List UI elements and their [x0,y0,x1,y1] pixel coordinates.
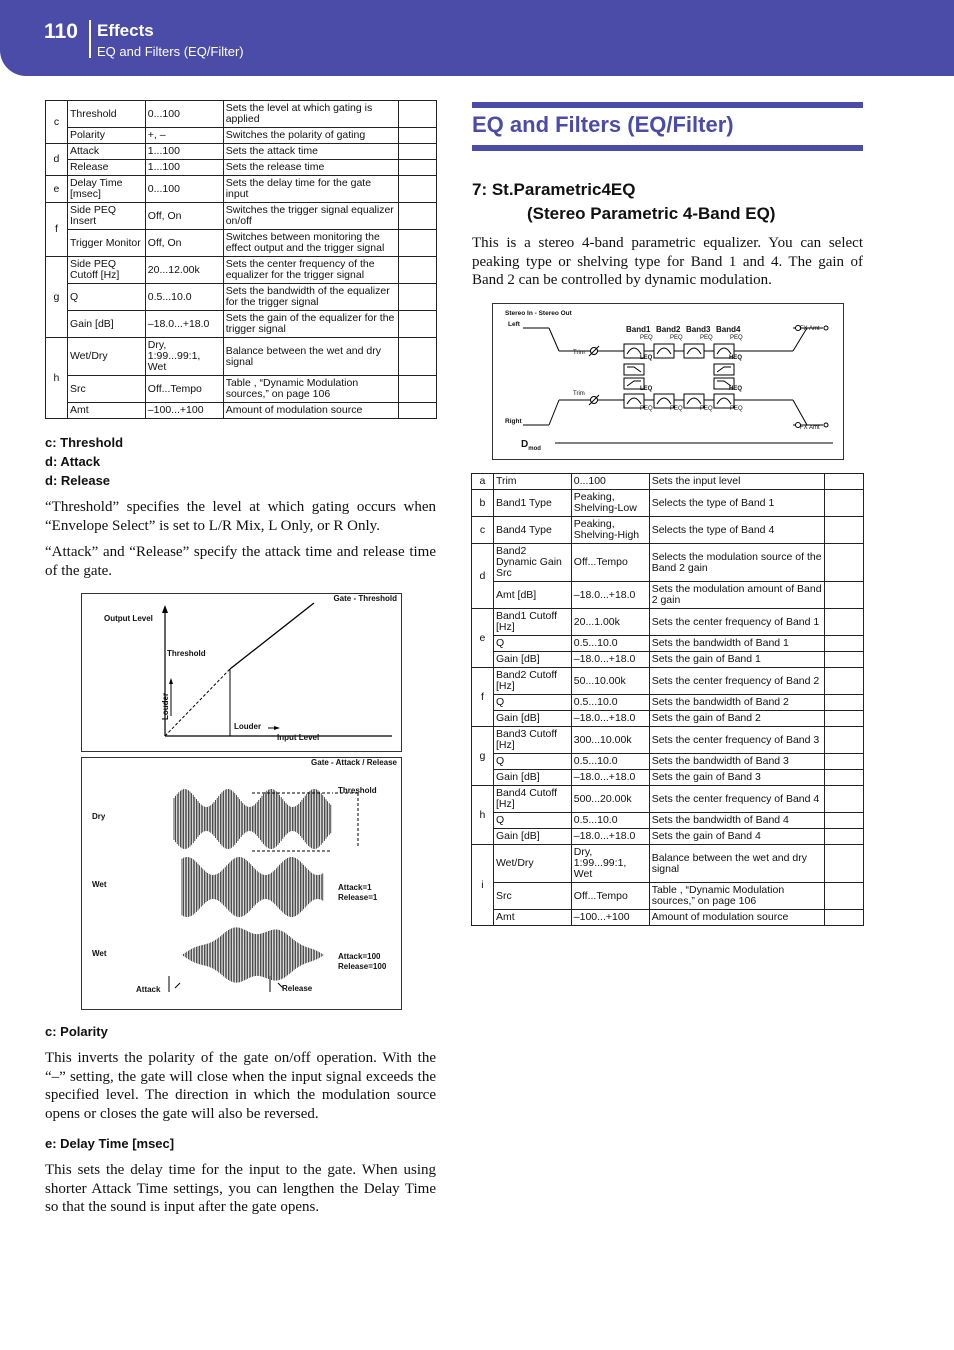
title-bar-top [472,102,863,108]
wet-label-1: Wet [92,880,107,889]
param-range: –18.0...+18.0 [571,582,649,609]
param-range: –18.0...+18.0 [571,770,649,786]
table-row [46,376,437,403]
param-mod-cell [825,845,864,883]
band2-label: Band2 [656,325,681,334]
param-group-letter: d [472,544,494,609]
param-mod-cell [825,727,864,754]
param-range: 0...100 [145,101,223,128]
table-row [472,711,864,727]
param-description: Balance between the wet and dry signal [649,845,824,883]
param-name: Release [67,160,145,176]
param-mod-cell [399,160,437,176]
param-group-letter: a [472,474,494,490]
param-name: Gain [dB] [493,829,571,845]
param-range: 20...1.00k [571,609,649,636]
table-row [472,668,864,695]
param-description: Selects the type of Band 1 [649,490,824,517]
table-row [46,160,437,176]
param-mod-cell [399,230,437,257]
param-name: Q [493,754,571,770]
param-name: Trigger Monitor [67,230,145,257]
wet-waveform-fast [174,857,331,917]
param-range: Off...Tempo [571,883,649,910]
param-range: Dry, 1:99...99:1, Wet [571,845,649,883]
table-row [472,883,864,910]
param-mod-cell [825,609,864,636]
table-row [472,695,864,711]
wet-label-2: Wet [92,949,107,958]
param-range: +, – [145,128,223,144]
param-mod-cell [825,490,864,517]
param-group-letter: c [46,101,68,144]
param-description: Switches the polarity of gating [223,128,398,144]
param-name: Wet/Dry [67,338,145,376]
subsection-title: EQ and Filters (EQ/Filter) [97,44,244,59]
param-description: Sets the release time [223,160,398,176]
param-group-letter: h [46,338,68,419]
param-range: Off...Tempo [571,544,649,582]
attack-100-label: Attack=100 [338,952,381,961]
param-description: Sets the gain of Band 3 [649,770,824,786]
param-description: Sets the gain of Band 4 [649,829,824,845]
param-mod-cell [399,284,437,311]
param-description: Sets the delay time for the gate input [223,176,398,203]
param-description: Sets the center frequency of Band 2 [649,668,824,695]
delay-time-paragraph: This sets the delay time for the input to the gate. When using shorter Attack Time settings, you can lengthen the Delay Time so that the sound is input after the gate opens. [45,1162,436,1215]
param-mod-cell [825,582,864,609]
table-row [46,257,437,284]
param-name: Band1 Type [493,490,571,517]
param-name: Band1 Cutoff [Hz] [493,609,571,636]
param-description: Table , “Dynamic Modulation sources,” on page 106 [223,376,398,403]
param-range: 0.5...10.0 [571,636,649,652]
table-row [472,544,864,582]
param-name: Gain [dB] [493,711,571,727]
band1-label: Band1 [626,325,651,334]
param-name: Threshold [67,101,145,128]
param-mod-cell [825,786,864,813]
table-row [46,176,437,203]
param-range: Off...Tempo [145,376,223,403]
threshold-label: Threshold [338,786,377,795]
param-range: 1...100 [145,160,223,176]
param-range: –18.0...+18.0 [571,829,649,845]
release-label: Release [282,984,313,993]
param-range: 50...10.00k [571,668,649,695]
leq-label: LEQ [640,355,653,361]
param-range: 300...10.00k [571,727,649,754]
param-mod-cell [399,257,437,284]
table-row [472,813,864,829]
heading-polarity: c: Polarity [45,1024,108,1039]
polarity-paragraph: This inverts the polarity of the gate on/off operation. With the “–” setting, the gate will close when the input signal exceeds the specified level. The direction in which the modulation source opens or closes the gate will also be reversed. [45,1050,436,1122]
param-description: Sets the center frequency of Band 4 [649,786,824,813]
fx-amt-label: FX Amt [800,425,820,431]
param-mod-cell [825,883,864,910]
param-name: Gain [dB] [67,311,145,338]
table-row [472,609,864,636]
peq-label: PEQ [730,406,743,412]
param-name: Band4 Type [493,517,571,544]
heading-attack: d: Attack [45,454,101,469]
table-row [46,144,437,160]
param-description: Sets the bandwidth of Band 3 [649,754,824,770]
figure-title: Gate - Threshold [333,594,397,603]
peq-label: PEQ [640,335,653,341]
band4-label: Band4 [716,325,741,334]
param-name: Polarity [67,128,145,144]
param-name: Side PEQ Cutoff [Hz] [67,257,145,284]
band3-label: Band3 [686,325,711,334]
page-number: 110 [44,20,78,43]
param-range: 0.5...10.0 [571,813,649,829]
peq-label: PEQ [670,335,683,341]
param-description: Amount of modulation source [223,403,398,419]
param-description: Sets the bandwidth of Band 2 [649,695,824,711]
eq-parameter-table [471,473,864,926]
heq-label: HEQ [729,355,743,361]
figure-title: Gate - Attack / Release [311,758,397,767]
param-description: Sets the input level [649,474,824,490]
param-range: 1...100 [145,144,223,160]
peq-label: PEQ [700,406,713,412]
io-label: Stereo In - Stereo Out [505,310,572,317]
table-row [46,311,437,338]
param-group-letter: d [46,144,68,176]
louder-vertical-label: Louder [161,692,171,721]
param-mod-cell [825,544,864,582]
param-range: –100...+100 [571,910,649,926]
table-row [472,490,864,517]
param-range: 20...12.00k [145,257,223,284]
param-range: 0...100 [571,474,649,490]
output-level-label: Output Level [104,614,153,623]
param-description: Sets the gain of the equalizer for the trigger signal [223,311,398,338]
param-mod-cell [825,474,864,490]
param-description: Sets the bandwidth of Band 1 [649,636,824,652]
param-mod-cell [825,711,864,727]
param-mod-cell [399,101,437,128]
threshold-label: Threshold [167,649,206,658]
param-mod-cell [399,128,437,144]
param-mod-cell [825,695,864,711]
param-group-letter: b [472,490,494,517]
param-name: Amt [67,403,145,419]
param-range: Peaking, Shelving-High [571,517,649,544]
param-group-letter: g [472,727,494,786]
attack-release-paragraph: “Attack” and “Release” specify the attack time and release time of the gate. [45,544,436,579]
param-description: Switches between monitoring the effect output and the trigger signal [223,230,398,257]
param-name: Src [67,376,145,403]
trim-label: Trim [573,391,585,397]
table-row [472,754,864,770]
threshold-paragraph: “Threshold” specifies the level at which gating occurs when “Envelope Select” is set to L/R Mix, L Only, or R Only. [45,499,436,534]
table-row [472,636,864,652]
param-range: –100...+100 [145,403,223,419]
param-name: Band2 Dynamic Gain Src [493,544,571,582]
param-mod-cell [825,517,864,544]
param-range: 500...20.00k [571,786,649,813]
dmod-label: $D_{mod}$ [521,439,541,452]
page-header [0,0,954,76]
param-description: Sets the gain of Band 1 [649,652,824,668]
param-group-letter: f [472,668,494,727]
param-mod-cell [825,668,864,695]
param-description: Sets the bandwidth of Band 4 [649,813,824,829]
dry-label: Dry [92,812,106,821]
param-range: –18.0...+18.0 [571,711,649,727]
param-group-letter: f [46,203,68,257]
param-description: Sets the center frequency of Band 3 [649,727,824,754]
attack-label: Attack [136,985,161,994]
table-row [472,582,864,609]
header-divider [89,20,91,58]
param-range: 0...100 [145,176,223,203]
attack-1-label: Attack=1 [338,883,372,892]
param-description: Sets the bandwidth of the equalizer for the trigger signal [223,284,398,311]
param-description: Sets the attack time [223,144,398,160]
table-row [472,517,864,544]
param-range: –18.0...+18.0 [571,652,649,668]
table-row [46,230,437,257]
param-description: Switches the trigger signal equalizer on/off [223,203,398,230]
heading-delay-time: e: Delay Time [msec] [45,1136,175,1151]
param-group-letter: c [472,517,494,544]
param-group-letter: i [472,845,494,926]
effect-intro: This is a stereo 4-band parametric equalizer. You can select peaking type or shelving type for Band 1 and 4. The gain of Band 2 can be controlled by dynamic modulation. [472,235,863,288]
param-mod-cell [399,311,437,338]
param-mod-cell [399,338,437,376]
param-description: Sets the center frequency of the equalizer for the trigger signal [223,257,398,284]
gate-threshold-figure [81,593,402,752]
param-mod-cell [399,403,437,419]
param-name: Gain [dB] [493,652,571,668]
table-row [46,101,437,128]
table-row [46,284,437,311]
left-channel-label: Left [508,321,520,328]
param-group-letter: e [472,609,494,668]
input-level-label: Input Level [277,733,320,742]
param-mod-cell [825,770,864,786]
param-name: Gain [dB] [493,770,571,786]
param-range: 0.5...10.0 [571,754,649,770]
param-name: Q [67,284,145,311]
table-row [46,128,437,144]
param-name: Delay Time [msec] [67,176,145,203]
table-row [472,727,864,754]
param-mod-cell [825,636,864,652]
wet-waveform-slow [174,927,331,982]
table-row [472,474,864,490]
param-mod-cell [825,829,864,845]
param-description: Balance between the wet and dry signal [223,338,398,376]
effect-heading: 7: St.Parametric4EQ [472,180,636,199]
table-row [472,845,864,883]
release-1-label: Release=1 [338,893,378,902]
param-range: 0.5...10.0 [571,695,649,711]
peq-label: PEQ [730,335,743,341]
param-range: Dry, 1:99...99:1, Wet [145,338,223,376]
param-range: –18.0...+18.0 [145,311,223,338]
page-title: EQ and Filters (EQ/Filter) [472,112,734,137]
param-description: Sets the modulation amount of Band 2 gain [649,582,824,609]
param-name: Q [493,695,571,711]
table-row [46,403,437,419]
block-diagram [492,303,844,460]
heading-threshold: c: Threshold [45,435,124,450]
param-mod-cell [399,376,437,403]
param-group-letter: e [46,176,68,203]
gate-parameter-table [45,100,437,419]
param-name: Src [493,883,571,910]
param-description: Selects the type of Band 4 [649,517,824,544]
louder-horizontal-label: Louder [234,722,262,731]
param-name: Band3 Cutoff [Hz] [493,727,571,754]
param-group-letter: g [46,257,68,338]
right-channel-label: Right [505,418,522,425]
trim-label: Trim [573,350,585,356]
param-mod-cell [399,203,437,230]
table-row [472,786,864,813]
param-mod-cell [825,910,864,926]
param-mod-cell [825,813,864,829]
effect-subheading: (Stereo Parametric 4-Band EQ) [527,204,776,223]
table-row [472,652,864,668]
param-description: Sets the level at which gating is applied [223,101,398,128]
param-range: Off, On [145,203,223,230]
table-row [46,203,437,230]
param-name: Amt [dB] [493,582,571,609]
param-name: Attack [67,144,145,160]
heq-label: HEQ [729,386,743,392]
param-mod-cell [825,652,864,668]
heading-release: d: Release [45,473,111,488]
param-name: Amt [493,910,571,926]
param-name: Wet/Dry [493,845,571,883]
param-description: Selects the modulation source of the Band 2 gain [649,544,824,582]
table-row [472,829,864,845]
param-mod-cell [399,176,437,203]
leq-label: LEQ [640,386,653,392]
param-name: Trim [493,474,571,490]
release-100-label: Release=100 [338,962,387,971]
param-range: 0.5...10.0 [145,284,223,311]
param-description: Sets the gain of Band 2 [649,711,824,727]
peq-label: PEQ [700,335,713,341]
peq-label: PEQ [640,406,653,412]
param-description: Table , “Dynamic Modulation sources,” on page 106 [649,883,824,910]
param-description: Amount of modulation source [649,910,824,926]
table-row [472,910,864,926]
param-description: Sets the center frequency of Band 1 [649,609,824,636]
param-name: Band2 Cutoff [Hz] [493,668,571,695]
param-mod-cell [825,754,864,770]
table-row [46,338,437,376]
param-group-letter: h [472,786,494,845]
dry-waveform [174,789,331,849]
title-bar-bottom [472,145,863,151]
param-name: Q [493,636,571,652]
param-mod-cell [399,144,437,160]
param-range: Peaking, Shelving-Low [571,490,649,517]
peq-label: PEQ [670,406,683,412]
param-name: Q [493,813,571,829]
table-row [472,770,864,786]
fx-amt-label: FX Amt [800,326,820,332]
section-title: Effects [97,21,154,40]
gate-attack-release-figure [81,757,402,1010]
param-range: Off, On [145,230,223,257]
param-name: Band4 Cutoff [Hz] [493,786,571,813]
param-name: Side PEQ Insert [67,203,145,230]
